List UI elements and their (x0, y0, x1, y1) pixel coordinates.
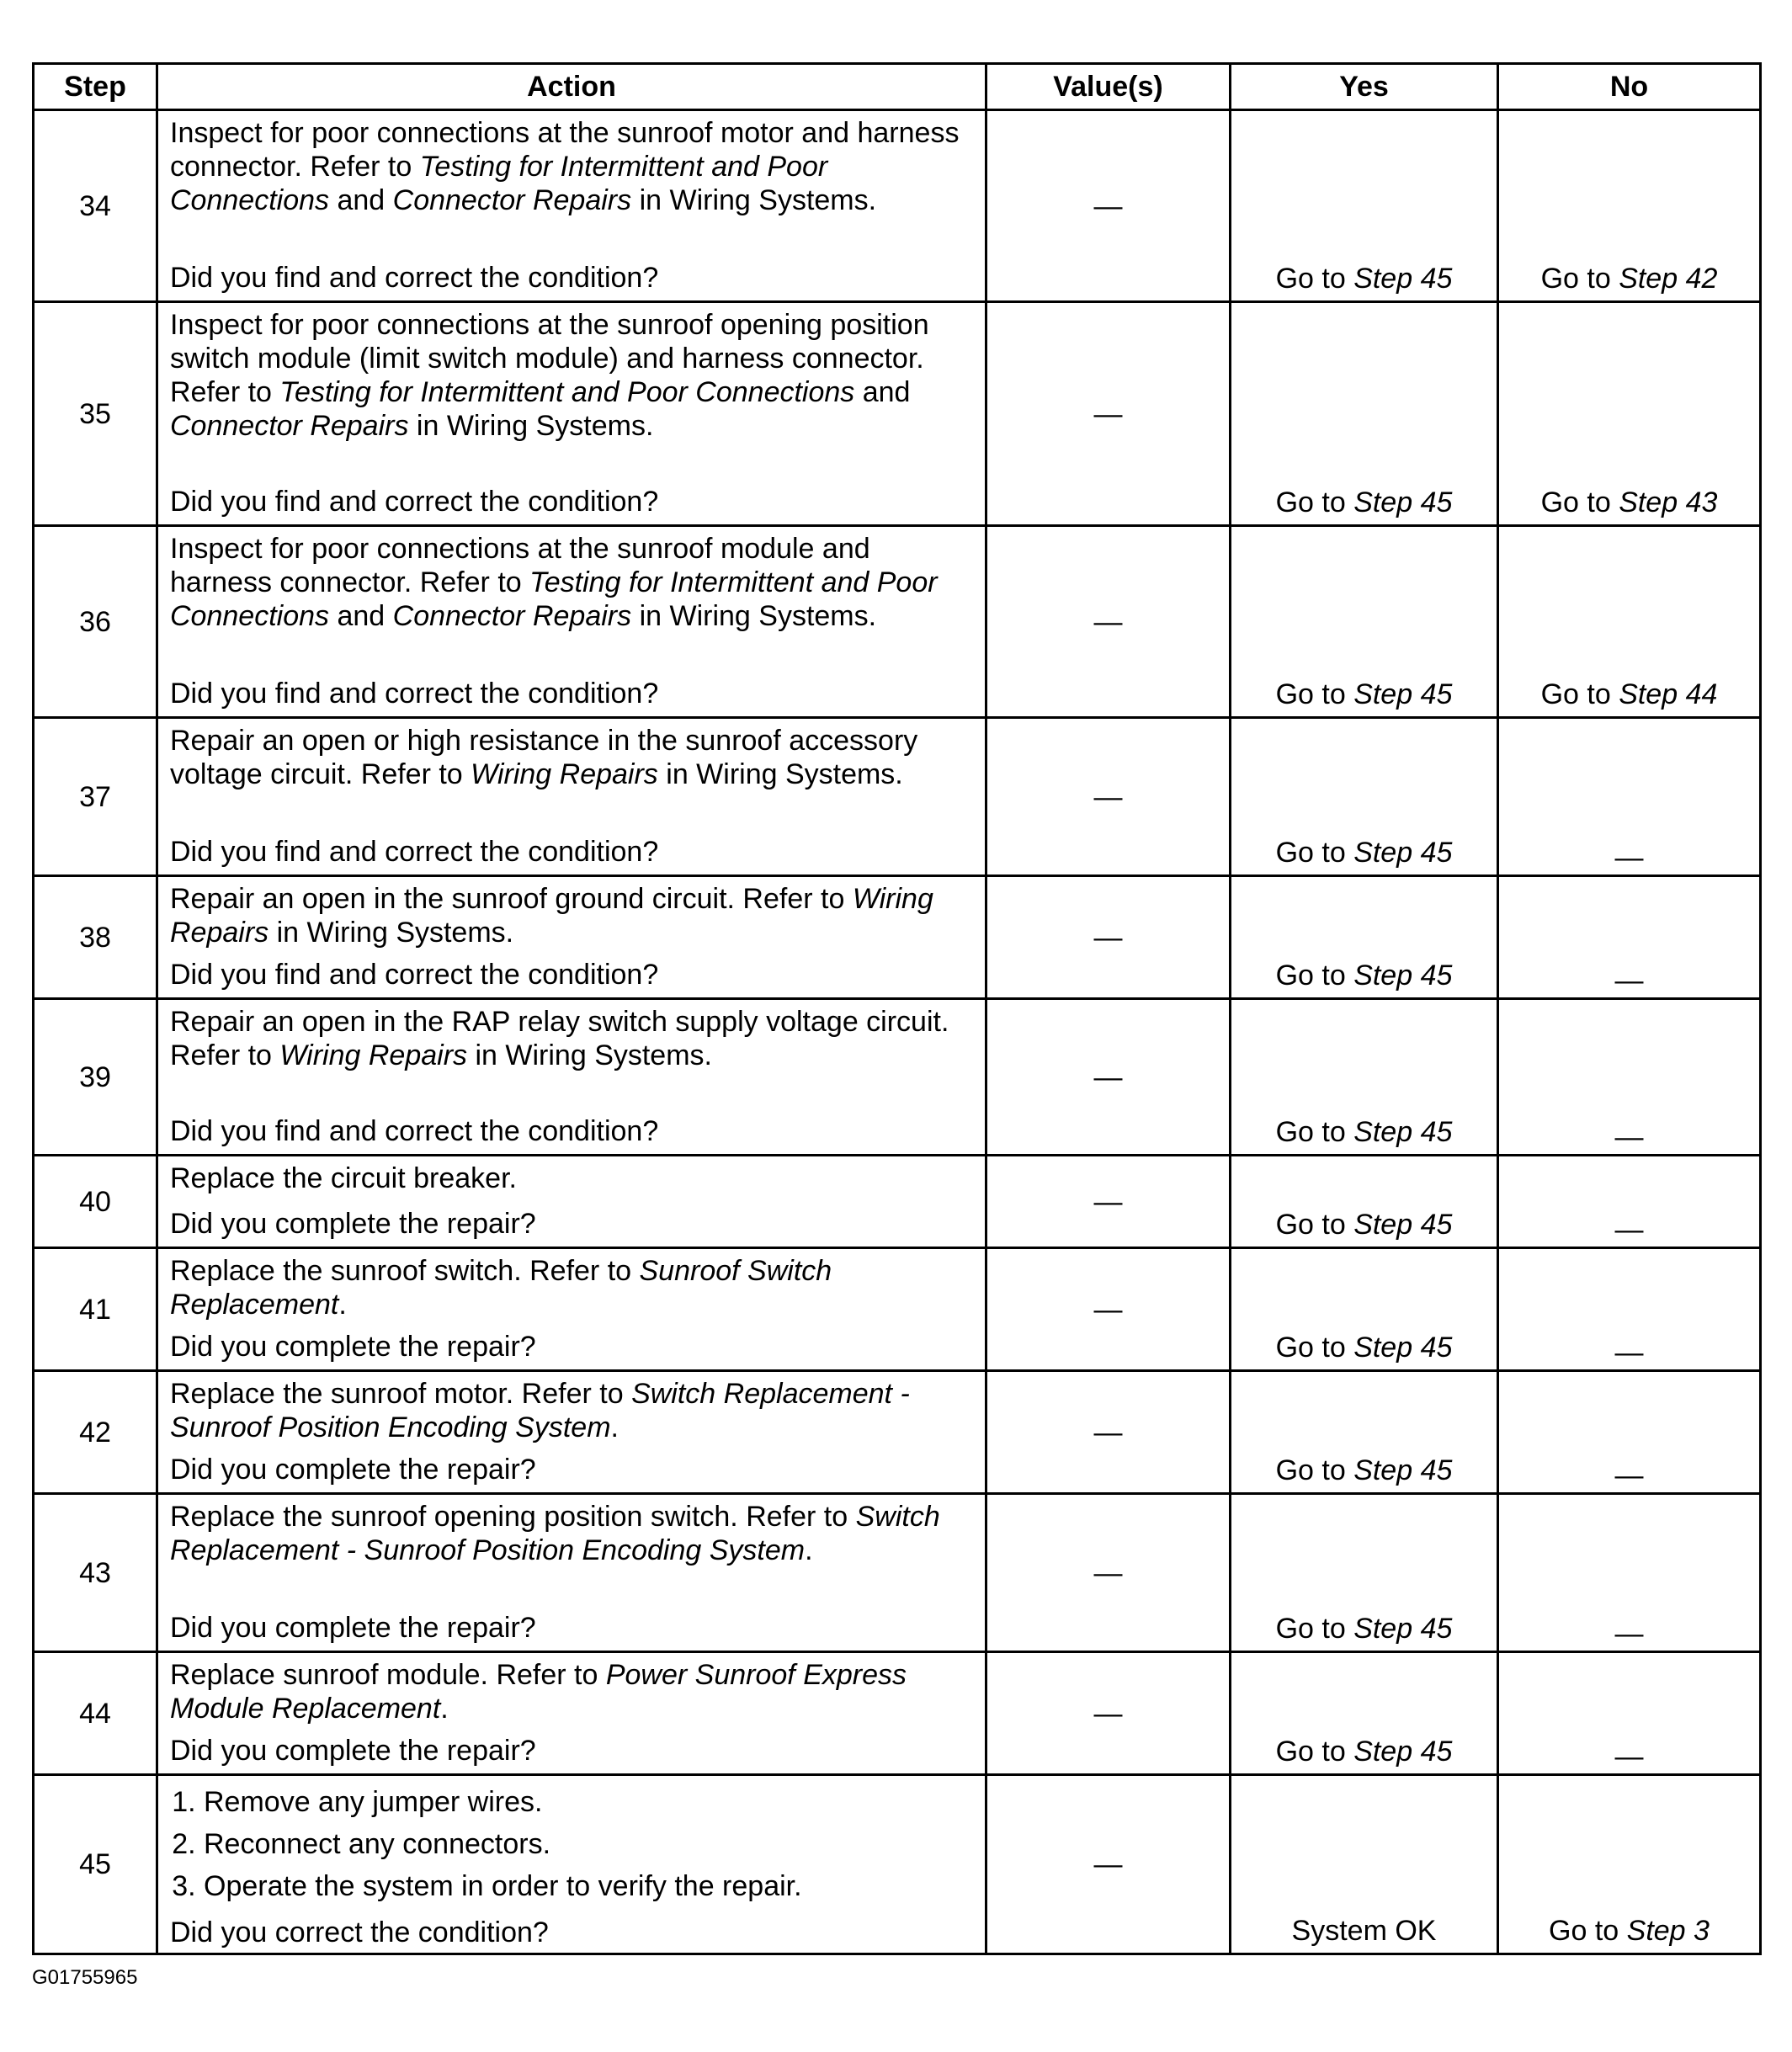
table-row (34, 110, 1761, 302)
step-number: 43 (34, 1494, 157, 1652)
no-cell (1498, 110, 1761, 302)
yes-step-link: Step 45 (1353, 1332, 1453, 1364)
yes-step-link: Step 45 (1353, 1209, 1453, 1241)
action-cell (157, 1775, 986, 1954)
action-text: Replace the circuit breaker. (170, 1162, 517, 1194)
action-cell (157, 1371, 986, 1494)
no-cell: — (1498, 1371, 1761, 1494)
value-cell: — (986, 1775, 1231, 1954)
yes-cell (1231, 1156, 1498, 1248)
yes-action-text: Go to (1275, 678, 1354, 710)
no-cell: — (1498, 876, 1761, 999)
reference-text: Power Sunroof Express Module Replacement (170, 1659, 907, 1725)
action-description (170, 1500, 973, 1567)
action-cell (157, 999, 986, 1156)
value-cell: — (986, 999, 1231, 1156)
action-cell (157, 1156, 986, 1248)
no-step-link: Step 44 (1619, 678, 1718, 710)
yes-step-link: Step 45 (1353, 486, 1453, 518)
yes-action-text: System OK (1291, 1915, 1437, 1947)
procedure-list (170, 1781, 973, 1907)
action-cell (157, 1494, 986, 1652)
yes-cell (1231, 302, 1498, 526)
yes-cell (1231, 526, 1498, 718)
table-body (34, 110, 1761, 1954)
header-values: Value(s) (986, 64, 1231, 110)
no-action-text: Go to (1540, 486, 1619, 518)
list-item: 2. Reconnect any connectors. (204, 1823, 973, 1865)
yes-cell (1231, 1652, 1498, 1775)
step-number: 38 (34, 876, 157, 999)
reference-text: Connector Repairs (392, 184, 632, 216)
action-cell (157, 1248, 986, 1371)
yes-step-link: Step 45 (1353, 1613, 1453, 1645)
no-cell (1498, 1775, 1761, 1954)
no-cell: — (1498, 1248, 1761, 1371)
action-cell (157, 302, 986, 526)
action-description (170, 882, 973, 949)
step-number: 35 (34, 302, 157, 526)
reference-text: Testing for Intermittent and Poor Connections (170, 151, 828, 216)
no-step-link: Step 42 (1619, 263, 1718, 295)
table-row (34, 1652, 1761, 1775)
reference-text: Sunroof Switch Replacement (170, 1255, 832, 1321)
step-number: 34 (34, 110, 157, 302)
table-row (34, 302, 1761, 526)
value-cell: — (986, 110, 1231, 302)
step-number: 41 (34, 1248, 157, 1371)
yes-cell (1231, 1248, 1498, 1371)
action-text: in Wiring Systems. (269, 917, 514, 949)
action-description (170, 724, 973, 791)
figure-id: G01755965 (32, 1966, 138, 1989)
action-description (170, 1377, 973, 1444)
action-cell (157, 718, 986, 876)
step-number: 36 (34, 526, 157, 718)
action-question: Did you complete the repair? (170, 1612, 536, 1644)
table-header-row (34, 64, 1761, 110)
action-text: in Wiring Systems. (631, 600, 877, 632)
value-cell: — (986, 1371, 1231, 1494)
action-text: in Wiring Systems. (467, 1039, 712, 1071)
no-action-text: Go to (1540, 263, 1619, 295)
action-text: . (805, 1534, 813, 1566)
action-description (170, 1162, 973, 1195)
action-text: in Wiring Systems. (408, 410, 654, 442)
header-yes: Yes (1231, 64, 1498, 110)
value-cell: — (986, 876, 1231, 999)
table-row (34, 999, 1761, 1156)
step-number: 45 (34, 1775, 157, 1954)
action-text: and (854, 376, 911, 408)
action-text: Inspect for poor connections at the sunroof motor and harness connector. Refer to (170, 117, 960, 183)
action-question: Did you complete the repair? (170, 1331, 536, 1363)
action-question: Did you find and correct the condition? (170, 262, 659, 294)
action-question: Did you find and correct the condition? (170, 959, 659, 991)
value-cell: — (986, 1248, 1231, 1371)
yes-step-link: Step 45 (1353, 678, 1453, 710)
value-cell: — (986, 1652, 1231, 1775)
action-text: in Wiring Systems. (657, 758, 903, 790)
yes-action-text: Go to (1275, 1613, 1354, 1645)
value-cell: — (986, 1156, 1231, 1248)
table-row (34, 1371, 1761, 1494)
yes-step-link: Step 45 (1353, 1736, 1453, 1768)
action-cell (157, 1652, 986, 1775)
no-cell: — (1498, 1652, 1761, 1775)
step-number: 37 (34, 718, 157, 876)
yes-step-link: Step 45 (1353, 263, 1453, 295)
action-text: Inspect for poor connections at the sunroof opening position switch module (limit switch module) and harness connector. Refer to (170, 309, 929, 408)
table-row (34, 1156, 1761, 1248)
no-cell: — (1498, 1494, 1761, 1652)
diagnostic-table (32, 62, 1762, 1955)
action-text: Repair an open in the sunroof ground circuit. Refer to (170, 883, 853, 915)
action-text: and (329, 600, 393, 632)
action-description (170, 1254, 973, 1321)
value-cell: — (986, 302, 1231, 526)
step-number: 40 (34, 1156, 157, 1248)
reference-text: Wiring Repairs (471, 758, 658, 790)
header-no: No (1498, 64, 1761, 110)
action-description (170, 1781, 973, 1907)
reference-text: Wiring Repairs (279, 1039, 468, 1071)
reference-text: Connector Repairs (170, 410, 409, 442)
action-question: Did you find and correct the condition? (170, 836, 659, 868)
yes-step-link: Step 45 (1353, 1116, 1453, 1148)
action-description (170, 308, 973, 443)
no-step-link: Step 3 (1626, 1915, 1710, 1947)
table-row (34, 718, 1761, 876)
yes-cell (1231, 999, 1498, 1156)
yes-cell (1231, 1775, 1498, 1954)
no-cell (1498, 302, 1761, 526)
action-text: in Wiring Systems. (631, 184, 877, 216)
list-item: 3. Operate the system in order to verify the repair. (204, 1865, 973, 1907)
action-cell (157, 526, 986, 718)
table-row (34, 876, 1761, 999)
reference-text: Switch Replacement - Sunroof Position Encoding System (170, 1501, 940, 1566)
action-text: Replace the sunroof motor. Refer to (170, 1378, 632, 1410)
action-description (170, 1005, 973, 1072)
yes-cell (1231, 110, 1498, 302)
action-cell (157, 110, 986, 302)
value-cell: — (986, 1494, 1231, 1652)
action-text: Inspect for poor connections at the sunroof module and harness connector. Refer to (170, 533, 870, 598)
header-step: Step (34, 64, 157, 110)
action-text: . (440, 1693, 449, 1725)
yes-cell (1231, 718, 1498, 876)
yes-action-text: Go to (1275, 837, 1354, 869)
table-row (34, 1248, 1761, 1371)
no-cell: — (1498, 1156, 1761, 1248)
reference-text: Wiring Repairs (170, 883, 933, 949)
header-action: Action (157, 64, 986, 110)
yes-action-text: Go to (1275, 1332, 1354, 1364)
step-number: 42 (34, 1371, 157, 1494)
action-text: Replace the sunroof opening position switch. Refer to (170, 1501, 856, 1533)
reference-text: Connector Repairs (392, 600, 632, 632)
yes-step-link: Step 45 (1353, 837, 1453, 869)
action-description (170, 116, 973, 217)
yes-action-text: Go to (1275, 960, 1354, 991)
yes-cell (1231, 1494, 1498, 1652)
step-number: 44 (34, 1652, 157, 1775)
no-step-link: Step 43 (1619, 486, 1718, 518)
action-text: Repair an open in the RAP relay switch supply voltage circuit. Refer to (170, 1006, 949, 1071)
table-row (34, 1775, 1761, 1954)
action-text: Replace sunroof module. Refer to (170, 1659, 606, 1691)
action-description (170, 532, 973, 633)
yes-action-text: Go to (1275, 1454, 1354, 1486)
yes-action-text: Go to (1275, 263, 1354, 295)
no-cell: — (1498, 718, 1761, 876)
action-cell (157, 876, 986, 999)
action-question: Did you find and correct the condition? (170, 678, 659, 710)
step-number: 39 (34, 999, 157, 1156)
no-cell: — (1498, 999, 1761, 1156)
yes-action-text: Go to (1275, 486, 1354, 518)
action-text: . (610, 1411, 619, 1443)
action-text: . (338, 1289, 347, 1321)
action-text: Repair an open or high resistance in the sunroof accessory voltage circuit. Refer to (170, 725, 918, 790)
value-cell: — (986, 526, 1231, 718)
value-cell: — (986, 718, 1231, 876)
action-text: and (329, 184, 393, 216)
no-action-text: Go to (1549, 1915, 1627, 1947)
yes-step-link: Step 45 (1353, 1454, 1453, 1486)
action-question: Did you find and correct the condition? (170, 486, 659, 518)
action-description (170, 1658, 973, 1725)
yes-cell (1231, 876, 1498, 999)
action-question: Did you correct the condition? (170, 1916, 549, 1948)
list-item: 1. Remove any jumper wires. (204, 1781, 973, 1823)
reference-text: Switch Replacement - Sunroof Position Encoding System (170, 1378, 910, 1443)
action-question: Did you complete the repair? (170, 1735, 536, 1767)
action-question: Did you find and correct the condition? (170, 1115, 659, 1147)
yes-cell (1231, 1371, 1498, 1494)
no-cell (1498, 526, 1761, 718)
table-row (34, 1494, 1761, 1652)
no-action-text: Go to (1540, 678, 1619, 710)
yes-action-text: Go to (1275, 1209, 1354, 1241)
action-question: Did you complete the repair? (170, 1208, 536, 1240)
table-row (34, 526, 1761, 718)
yes-action-text: Go to (1275, 1736, 1354, 1768)
reference-text: Testing for Intermittent and Poor Connections (279, 376, 855, 408)
action-text: Replace the sunroof switch. Refer to (170, 1255, 640, 1287)
yes-action-text: Go to (1275, 1116, 1354, 1148)
yes-step-link: Step 45 (1353, 960, 1453, 991)
action-question: Did you complete the repair? (170, 1454, 536, 1486)
reference-text: Testing for Intermittent and Poor Connections (170, 566, 938, 632)
